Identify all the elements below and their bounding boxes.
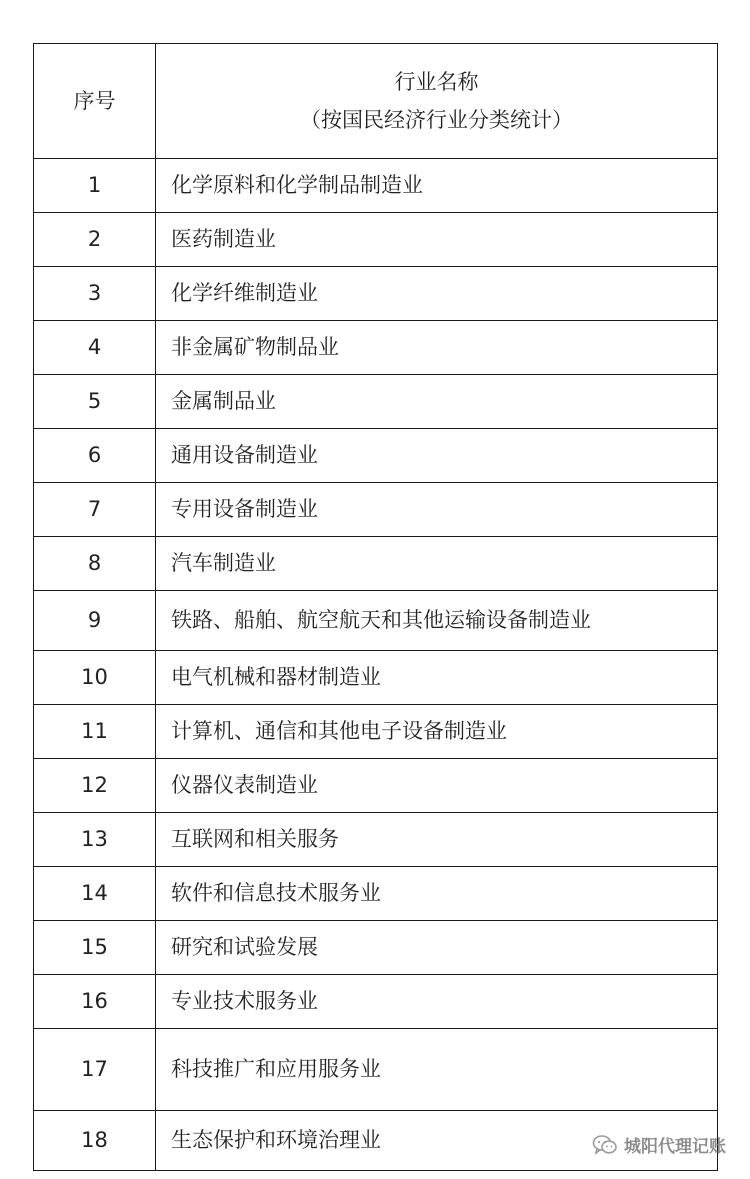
table-row — [34, 213, 718, 267]
row-industry-name: 计算机、通信和其他电子设备制造业 — [156, 705, 718, 759]
row-number: 4 — [34, 321, 156, 375]
row-number: 11 — [34, 705, 156, 759]
row-number: 7 — [34, 483, 156, 537]
row-industry-name: 专业技术服务业 — [156, 975, 718, 1029]
row-industry-name: 铁路、船舶、航空航天和其他运输设备制造业 — [156, 591, 718, 651]
row-number: 15 — [34, 921, 156, 975]
header-industry-name-title: 行业名称 — [394, 70, 479, 94]
row-industry-name: 通用设备制造业 — [156, 429, 718, 483]
row-industry-name: 医药制造业 — [156, 213, 718, 267]
wechat-icon — [592, 1134, 618, 1156]
header-industry-name-note: （按国民经济行业分类统计） — [300, 108, 573, 132]
row-number: 18 — [34, 1111, 156, 1171]
watermark-text: 城阳代理记账 — [624, 1137, 726, 1157]
row-industry-name: 化学原料和化学制品制造业 — [156, 159, 718, 213]
row-industry-name: 化学纤维制造业 — [156, 267, 718, 321]
row-industry-name: 研究和试验发展 — [156, 921, 718, 975]
table-row — [34, 537, 718, 591]
row-number: 6 — [34, 429, 156, 483]
row-number: 17 — [34, 1029, 156, 1111]
row-industry-name: 汽车制造业 — [156, 537, 718, 591]
table-row — [34, 813, 718, 867]
row-industry-name: 仪器仪表制造业 — [156, 759, 718, 813]
row-number: 16 — [34, 975, 156, 1029]
row-number: 8 — [34, 537, 156, 591]
table-row — [34, 375, 718, 429]
row-industry-name: 互联网和相关服务 — [156, 813, 718, 867]
row-number: 1 — [34, 159, 156, 213]
row-industry-name: 金属制品业 — [156, 375, 718, 429]
row-number: 13 — [34, 813, 156, 867]
table-header-row — [34, 44, 718, 159]
row-industry-name: 非金属矿物制品业 — [156, 321, 718, 375]
row-industry-name: 专用设备制造业 — [156, 483, 718, 537]
table-row — [34, 591, 718, 651]
row-industry-name: 电气机械和器材制造业 — [156, 651, 718, 705]
row-number: 5 — [34, 375, 156, 429]
table-row — [34, 483, 718, 537]
table-row — [34, 759, 718, 813]
table-row — [34, 429, 718, 483]
table-row — [34, 159, 718, 213]
industry-table — [33, 43, 718, 1171]
header-serial-number: 序号 — [34, 44, 156, 159]
table-row — [34, 705, 718, 759]
watermark — [592, 1132, 726, 1157]
table-row — [34, 867, 718, 921]
header-industry-name — [156, 44, 718, 159]
row-number: 14 — [34, 867, 156, 921]
table-row — [34, 651, 718, 705]
row-number: 9 — [34, 591, 156, 651]
row-industry-name: 软件和信息技术服务业 — [156, 867, 718, 921]
table-row — [34, 975, 718, 1029]
row-industry-name: 生态保护和环境治理业 — [156, 1111, 718, 1171]
row-number: 12 — [34, 759, 156, 813]
table-row — [34, 1029, 718, 1111]
row-number: 3 — [34, 267, 156, 321]
row-industry-name: 科技推广和应用服务业 — [156, 1029, 718, 1111]
table-row — [34, 921, 718, 975]
table-row — [34, 267, 718, 321]
row-number: 10 — [34, 651, 156, 705]
row-number: 2 — [34, 213, 156, 267]
table-row — [34, 321, 718, 375]
